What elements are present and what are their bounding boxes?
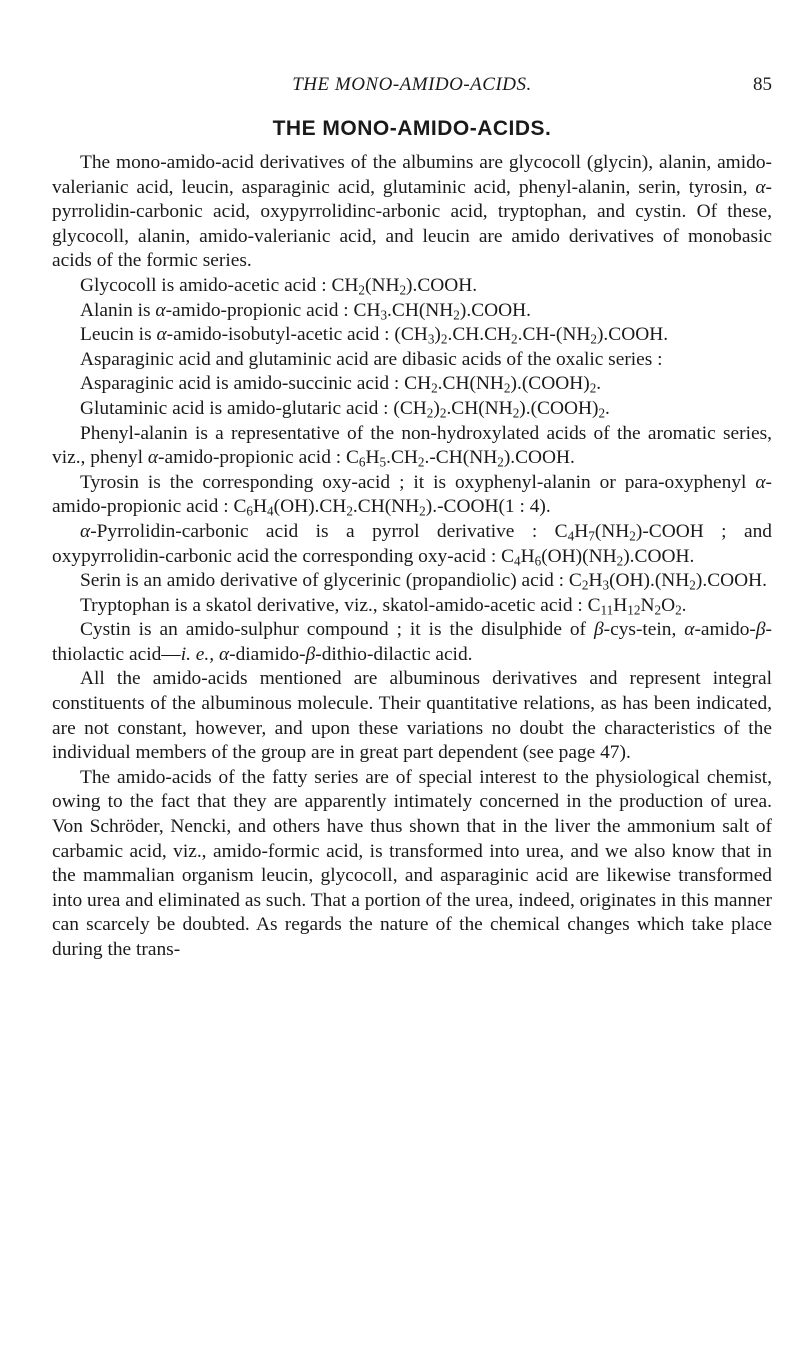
text-run: ).COOH. [406, 274, 478, 296]
subscript: 2 [581, 577, 589, 593]
text-run: Tryptophan is a skatol derivative, viz., skatol-amido-acetic acid : C [80, 594, 601, 616]
paragraph [52, 151, 772, 274]
text-run: )-COOH ; and oxypyrrolidin-carbonic acid the corresponding oxy-acid : C [52, 520, 772, 567]
text-run: .CH(NH [446, 397, 513, 419]
text-run: ).-COOH(1 : 4). [425, 496, 551, 518]
text-run: (OH).CH [273, 496, 347, 518]
text-run: . [605, 397, 610, 419]
text-run: Glycocoll is amido-acetic acid : CH [80, 274, 359, 296]
subscript: 2 [590, 331, 597, 347]
text-run: ).COOH. [695, 570, 767, 592]
text-run: Asparaginic acid and glutaminic acid are dibasic acids of the oxalic series : [80, 348, 663, 370]
subscript: 2 [512, 405, 520, 421]
italic-text: α [147, 447, 159, 469]
subscript: 2 [453, 306, 460, 322]
text-run: Phenyl-alanin is a representative of the non-hydroxylated acids of the aromatic series, viz., phenyl [52, 422, 772, 469]
subscript: 2 [689, 577, 696, 593]
text-run: -amido- [694, 619, 756, 641]
subscript: 2 [439, 405, 447, 421]
text-run: . [681, 594, 687, 616]
text-run: ).COOH. [596, 324, 669, 346]
text-run: .CH.CH [447, 324, 512, 346]
paragraph [52, 323, 772, 348]
paragraph [52, 397, 772, 422]
subscript: 6 [534, 552, 542, 568]
italic-text: i. e., [180, 643, 215, 665]
text-run: .CH(NH [437, 373, 504, 395]
subscript: 2 [589, 380, 597, 396]
subscript: 4 [567, 528, 575, 544]
subscript: 3 [427, 331, 435, 347]
text-run: ).COOH. [459, 299, 531, 321]
text-run: O [661, 594, 676, 616]
subscript: 2 [346, 503, 353, 519]
subscript: 6 [246, 503, 253, 519]
text-run: H [613, 594, 628, 616]
subscript: 2 [503, 380, 511, 396]
text-run: Tyrosin is the corresponding oxy-acid ; it is oxyphenyl-alanin or para-oxyphenyl [80, 471, 756, 493]
subscript: 3 [602, 577, 610, 593]
text-run: (NH [594, 520, 630, 542]
running-head [52, 74, 772, 98]
italic-text: β [305, 643, 316, 665]
italic-text: α [156, 324, 167, 346]
paragraph [52, 372, 772, 397]
text-run: ).COOH. [503, 447, 575, 469]
text-run: .CH [386, 447, 418, 469]
text-run: -Pyrrolidin-carbonic acid is a pyrrol derivative : C [90, 520, 568, 542]
text-run: -amido-isobutyl-acetic acid : (CH [166, 324, 428, 346]
subscript: 4 [267, 503, 274, 519]
italic-text: β [593, 619, 604, 641]
text-run: ).COOH. [623, 545, 695, 567]
subscript: 2 [598, 405, 606, 421]
text-run: The amido-acids of the fatty series are of special interest to the physiological chemist, owing to the fact that they are apparently intimately concerned in the production of urea. Von Schröder, Nencki, and others have thus shown that in the liver the ammonium salt of carbamic acid, viz., amido-formic acid, is transformed into urea, and we also know that in the mammalian organism leucin, glycocoll, and asparaginic acid are likewise transformed into urea and eliminated as such. That a portion of the urea, indeed, originates in this manner can scarcely be doubted. As regards the nature of the chemical changes which take place during the trans- [52, 766, 772, 960]
paragraph [52, 569, 772, 594]
subscript: 12 [627, 601, 641, 617]
subscript: 4 [514, 552, 521, 568]
text-run: ) [434, 324, 441, 346]
text-run: .-CH(NH [424, 447, 498, 469]
italic-text: α [218, 643, 230, 665]
subscript: 2 [426, 405, 434, 421]
page-number: 85 [753, 74, 772, 95]
subscript: 6 [358, 454, 366, 470]
subscript: 2 [616, 552, 624, 568]
subscript: 2 [417, 454, 425, 470]
subscript: 5 [379, 454, 387, 470]
subscript: 2 [440, 331, 448, 347]
text-run: (OH).(NH [609, 570, 690, 592]
italic-text: α [684, 619, 695, 641]
text-run: -dithio-dilactic acid. [315, 643, 473, 665]
paragraph [52, 766, 772, 963]
text-run: (OH)(NH [541, 545, 617, 567]
body-text [52, 151, 772, 963]
italic-text: α [80, 520, 91, 542]
book-page [52, 0, 772, 1348]
subscript: 11 [600, 601, 614, 617]
paragraph [52, 299, 772, 324]
text-run: (NH [364, 274, 400, 296]
text-run: -cys-tein, [603, 619, 685, 641]
text-run: Alanin is [80, 299, 156, 321]
text-run: -diamido- [229, 643, 306, 665]
text-run: .CH-(NH [517, 324, 591, 346]
text-run: -amido-propionic acid : C [52, 471, 772, 518]
text-run: -amido-propionic acid : C [158, 447, 359, 469]
paragraph [52, 618, 772, 667]
running-title: THE MONO-AMIDO-ACIDS. [292, 74, 532, 95]
text-run: -amido-propionic acid : CH [165, 299, 381, 321]
text-run: All the amido-acids mentioned are albuminous derivatives and represent integral constituents of the albuminous molecule. Their quantitative relations, as has been indicated, are not constant, however, and upon these variations no doubt the characteristics of the individual members of the group are in great part dependent (see page 47). [52, 668, 772, 764]
text-run: -thiolactic acid— [52, 619, 772, 665]
text-run: ).(COOH) [519, 397, 599, 419]
subscript: 2 [654, 601, 662, 617]
subscript: 7 [588, 528, 595, 544]
subscript: 2 [431, 380, 438, 396]
text-run: N [640, 594, 655, 616]
subscript: 2 [358, 282, 365, 298]
text-run: Cystin is an amido-sulphur compound ; it is the disulphide of [80, 619, 594, 641]
italic-text: α [755, 176, 766, 198]
paragraph [52, 274, 772, 299]
subscript: 2 [511, 331, 518, 347]
text-run: Asparaginic acid is amido-succinic acid : CH [80, 373, 432, 395]
text-run: ).(COOH) [510, 373, 590, 395]
paragraph [52, 471, 772, 520]
subscript: 2 [675, 601, 682, 617]
paragraph [52, 667, 772, 765]
subscript: 2 [629, 528, 636, 544]
subscript: 2 [497, 454, 504, 470]
paragraph [52, 348, 772, 373]
paragraph [52, 422, 772, 471]
italic-text: β [755, 619, 766, 641]
text-run: The mono-amido-acid derivatives of the albumins are glycocoll (glycin), alanin, amido-valerianic acid, leucin, asparaginic acid, glutaminic acid, phenyl-alanin, serin, tyrosin, [52, 152, 772, 198]
subscript: 2 [399, 282, 407, 298]
text-run: .CH(NH [352, 496, 420, 518]
italic-text: α [755, 471, 766, 493]
text-run: Leucin is [80, 324, 157, 346]
text-run: H [574, 520, 589, 542]
text-run: . [596, 373, 602, 395]
italic-text: α [155, 299, 166, 321]
subscript: 3 [380, 306, 388, 322]
paragraph [52, 594, 772, 619]
text-run: .CH(NH [387, 299, 454, 321]
section-heading: THE MONO-AMIDO-ACIDS. [272, 117, 552, 140]
text-run: H [365, 447, 380, 469]
text-run: Glutaminic acid is amido-glutaric acid : (CH [80, 397, 427, 419]
text-run: H [520, 545, 535, 567]
text-run: H [588, 570, 603, 592]
text-run: -pyrrolidin-carbonic acid, oxypyrrolidinc-arbonic acid, tryptophan, and cystin. Of these, glycocoll, alanin, amido-valerianic acid, and leucin are amido derivatives of monobasic acids of the formic series. [52, 176, 772, 272]
subscript: 2 [419, 503, 426, 519]
text-run: H [253, 496, 268, 518]
text-run: ) [433, 397, 440, 419]
paragraph [52, 520, 772, 569]
text-run: Serin is an amido derivative of glycerinic (propandiolic) acid : C [80, 570, 582, 592]
